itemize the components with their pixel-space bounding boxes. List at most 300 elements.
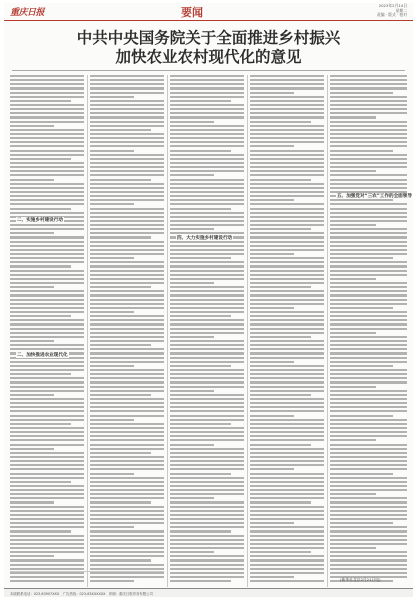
text-line xyxy=(90,456,164,458)
text-line xyxy=(170,468,244,470)
text-line xyxy=(10,319,84,321)
text-line xyxy=(170,344,244,346)
text-line xyxy=(330,460,407,462)
text-line xyxy=(90,286,151,288)
text-line xyxy=(90,543,164,545)
text-line xyxy=(250,510,324,512)
text-line xyxy=(170,100,231,102)
text-line xyxy=(90,125,164,127)
text-line xyxy=(10,261,84,263)
text-line xyxy=(10,232,54,234)
text-line xyxy=(250,373,324,375)
text-line xyxy=(250,402,324,404)
text-line xyxy=(170,427,244,429)
text-line xyxy=(330,145,407,147)
text-line xyxy=(250,116,324,118)
text-line xyxy=(330,319,407,321)
text-line xyxy=(250,340,324,342)
text-line xyxy=(330,79,407,81)
text-line xyxy=(10,559,84,561)
text-line xyxy=(90,497,164,499)
text-line xyxy=(90,535,164,537)
text-line xyxy=(330,415,393,417)
text-line xyxy=(330,104,407,106)
text-line xyxy=(330,559,407,561)
text-line xyxy=(10,203,84,205)
text-line xyxy=(90,381,164,383)
text-line xyxy=(170,477,244,479)
text-line xyxy=(90,357,164,359)
text-line xyxy=(330,348,407,350)
text-line xyxy=(330,125,407,127)
text-line xyxy=(10,278,84,280)
text-line xyxy=(90,290,164,292)
text-line xyxy=(330,137,407,139)
text-line xyxy=(250,448,324,450)
text-line xyxy=(170,460,244,462)
text-line xyxy=(250,572,324,574)
text-line xyxy=(250,464,324,466)
text-line xyxy=(330,299,407,301)
text-line xyxy=(170,274,244,276)
text-line xyxy=(170,431,244,433)
text-line xyxy=(90,257,134,259)
text-line xyxy=(250,352,324,354)
text-line xyxy=(10,448,54,450)
text-line xyxy=(90,439,164,441)
text-line xyxy=(170,514,244,516)
text-line xyxy=(330,236,407,238)
text-line xyxy=(170,145,244,147)
text-line xyxy=(90,228,164,230)
text-line xyxy=(90,166,164,168)
text-line xyxy=(250,518,324,520)
text-line xyxy=(90,336,164,338)
text-line xyxy=(330,203,407,205)
text-line xyxy=(250,261,324,263)
text-line xyxy=(90,530,164,532)
text-line xyxy=(250,125,324,127)
text-line xyxy=(10,290,84,292)
text-line xyxy=(170,220,244,222)
text-line xyxy=(90,477,164,479)
text-line xyxy=(170,79,244,81)
text-line xyxy=(170,257,231,259)
text-line xyxy=(250,274,324,276)
text-line xyxy=(90,154,164,156)
text-line xyxy=(170,203,244,205)
text-line xyxy=(90,559,151,561)
text-line xyxy=(250,270,324,272)
text-line xyxy=(10,141,84,143)
text-line xyxy=(90,261,164,263)
text-line xyxy=(250,410,324,412)
text-line xyxy=(170,448,244,450)
text-line xyxy=(10,166,84,168)
text-line xyxy=(170,564,244,566)
text-line xyxy=(170,112,244,114)
text-line xyxy=(170,150,231,152)
text-line xyxy=(250,92,294,94)
text-line xyxy=(90,183,164,185)
text-line xyxy=(250,427,324,429)
text-line xyxy=(330,506,407,508)
text-line xyxy=(330,365,393,367)
text-line xyxy=(90,435,164,437)
text-line xyxy=(10,381,84,383)
text-line xyxy=(170,191,244,193)
text-line xyxy=(10,336,84,338)
text-line xyxy=(170,406,244,408)
text-line xyxy=(250,551,311,553)
text-line xyxy=(330,290,407,292)
text-line xyxy=(250,415,294,417)
text-line xyxy=(170,535,244,537)
text-line xyxy=(90,179,151,181)
text-line xyxy=(330,452,407,454)
text-line xyxy=(170,75,244,77)
text-line xyxy=(10,510,84,512)
text-line xyxy=(90,92,164,94)
text-line xyxy=(170,96,244,98)
text-line xyxy=(10,100,71,102)
text-line xyxy=(90,307,164,309)
text-line xyxy=(250,83,324,85)
text-line xyxy=(10,294,84,296)
text-line xyxy=(90,444,164,446)
text-line xyxy=(90,419,134,421)
text-line xyxy=(90,340,164,342)
text-line xyxy=(250,473,324,475)
text-line xyxy=(170,439,244,441)
text-line xyxy=(250,390,324,392)
text-line xyxy=(330,294,407,296)
text-line xyxy=(10,493,84,495)
text-line xyxy=(90,323,164,325)
text-line xyxy=(250,224,324,226)
text-line xyxy=(330,390,407,392)
text-line xyxy=(250,191,324,193)
text-line xyxy=(90,83,164,85)
text-line xyxy=(10,468,84,470)
text-line xyxy=(250,501,311,503)
text-line xyxy=(90,274,164,276)
text-line xyxy=(170,154,244,156)
text-line xyxy=(330,406,407,408)
text-line xyxy=(250,406,324,408)
text-line xyxy=(170,212,244,214)
text-line xyxy=(330,448,407,450)
text-line xyxy=(330,431,407,433)
text-line xyxy=(330,551,407,553)
text-line xyxy=(330,253,407,255)
text-line xyxy=(330,166,407,168)
text-line xyxy=(330,121,407,123)
section-subhead: 二、实施乡村建设行动 xyxy=(17,218,63,223)
text-line xyxy=(250,336,311,338)
text-line xyxy=(170,481,244,483)
text-line xyxy=(330,481,407,483)
text-line xyxy=(330,386,376,388)
text-line xyxy=(10,162,84,164)
text-line xyxy=(330,514,407,516)
text-line xyxy=(10,394,54,396)
text-line xyxy=(170,493,244,495)
text-line xyxy=(10,332,84,334)
text-line xyxy=(170,340,244,342)
text-line xyxy=(170,92,244,94)
text-line xyxy=(330,377,407,379)
text-line xyxy=(330,522,393,524)
text-line xyxy=(10,439,84,441)
text-line xyxy=(90,452,151,454)
text-line xyxy=(10,274,84,276)
text-line xyxy=(250,559,324,561)
text-line xyxy=(250,100,324,102)
text-line xyxy=(10,104,84,106)
section-subhead: 五、加强党对“三农”工作的全面领导 xyxy=(337,194,412,199)
text-line xyxy=(10,121,84,123)
text-line xyxy=(90,580,134,582)
text-line xyxy=(170,377,244,379)
text-line xyxy=(330,249,407,251)
text-line xyxy=(250,137,324,139)
text-line xyxy=(330,208,407,210)
text-line xyxy=(330,96,407,98)
text-line xyxy=(170,369,244,371)
text-line xyxy=(330,572,407,574)
text-line xyxy=(250,328,324,330)
text-line xyxy=(90,506,164,508)
text-line xyxy=(90,232,164,234)
text-line xyxy=(330,286,407,288)
text-line xyxy=(90,468,164,470)
text-line xyxy=(170,444,214,446)
text-line xyxy=(330,83,407,85)
text-line xyxy=(90,303,164,305)
text-line xyxy=(90,398,164,400)
text-line xyxy=(250,79,324,81)
text-line xyxy=(170,170,244,172)
text-line xyxy=(90,203,134,205)
text-line xyxy=(170,311,244,313)
article-column-2 xyxy=(90,75,164,587)
text-line xyxy=(330,282,407,284)
text-line xyxy=(10,257,84,259)
text-line xyxy=(250,564,324,566)
text-line xyxy=(90,423,164,425)
text-line xyxy=(10,580,84,582)
text-line xyxy=(250,228,311,230)
text-line xyxy=(250,506,324,508)
text-line xyxy=(170,336,214,338)
text-line xyxy=(170,261,244,263)
text-line xyxy=(330,216,407,218)
footer-info: 本版联系电话：023-63907XXX 广告热线：023-63XXXXXX 印刷：重庆日报印务有限公司 xyxy=(10,591,153,596)
text-line xyxy=(90,352,164,354)
text-line xyxy=(10,477,84,479)
issue-weekday: 星期二 xyxy=(395,7,407,13)
text-line xyxy=(330,257,393,259)
text-line xyxy=(10,526,84,528)
text-line xyxy=(330,410,407,412)
text-line xyxy=(330,468,407,470)
text-line xyxy=(90,137,164,139)
text-line xyxy=(330,357,407,359)
text-line xyxy=(330,547,376,549)
text-line xyxy=(170,576,244,578)
text-line xyxy=(330,439,376,441)
text-line xyxy=(250,299,324,301)
text-line xyxy=(170,526,244,528)
text-line xyxy=(250,203,324,205)
text-line xyxy=(170,282,214,284)
text-line xyxy=(330,526,407,528)
text-line xyxy=(170,228,214,230)
text-line xyxy=(250,423,324,425)
text-line xyxy=(10,423,71,425)
text-line xyxy=(330,535,407,537)
text-line xyxy=(250,576,294,578)
text-line xyxy=(250,543,324,545)
article-signature: (新华社北京2月21日电) xyxy=(340,577,381,582)
text-line xyxy=(90,332,164,334)
column-divider xyxy=(327,75,328,587)
text-line xyxy=(90,116,164,118)
text-line xyxy=(250,112,324,114)
text-line xyxy=(250,162,324,164)
text-line xyxy=(170,125,244,127)
text-line xyxy=(330,220,407,222)
text-line xyxy=(10,344,84,346)
text-line xyxy=(330,477,407,479)
text-line xyxy=(90,510,164,512)
text-line xyxy=(250,133,324,135)
text-line xyxy=(170,485,244,487)
text-line xyxy=(330,555,407,557)
text-line xyxy=(10,361,84,363)
text-line xyxy=(10,150,84,152)
text-line xyxy=(90,402,164,404)
text-line xyxy=(10,83,84,85)
issue-info xyxy=(377,4,407,18)
text-line xyxy=(10,551,84,553)
text-line xyxy=(330,92,393,94)
text-line xyxy=(250,332,324,334)
text-line xyxy=(90,245,164,247)
text-line xyxy=(10,564,84,566)
text-line xyxy=(10,286,54,288)
text-line xyxy=(90,344,151,346)
text-line xyxy=(10,386,84,388)
text-line xyxy=(90,75,164,77)
text-line xyxy=(170,108,244,110)
text-line xyxy=(330,108,407,110)
text-line xyxy=(90,104,164,106)
text-line xyxy=(250,216,324,218)
text-line xyxy=(10,530,71,532)
text-line xyxy=(250,489,324,491)
text-line xyxy=(90,427,164,429)
text-line xyxy=(170,307,244,309)
text-line xyxy=(330,199,393,201)
text-line xyxy=(90,278,164,280)
text-line xyxy=(170,473,231,475)
text-line xyxy=(250,286,311,288)
text-line xyxy=(90,539,164,541)
text-line xyxy=(330,336,407,338)
text-line xyxy=(10,236,84,238)
text-line xyxy=(250,311,324,313)
text-line xyxy=(250,323,324,325)
text-line xyxy=(330,340,407,342)
text-line xyxy=(250,555,324,557)
text-line xyxy=(250,121,311,123)
text-line xyxy=(330,398,407,400)
text-line xyxy=(250,170,324,172)
text-line xyxy=(250,497,324,499)
text-line xyxy=(10,535,84,537)
text-line xyxy=(10,555,54,557)
text-line xyxy=(250,187,324,189)
text-line xyxy=(170,265,244,267)
text-line xyxy=(250,377,324,379)
text-line xyxy=(250,468,294,470)
text-line xyxy=(90,158,164,160)
text-line xyxy=(330,307,393,309)
text-line xyxy=(250,150,324,152)
text-line xyxy=(330,518,407,520)
text-line xyxy=(90,170,164,172)
text-line xyxy=(170,83,244,85)
text-line xyxy=(90,514,164,516)
text-line xyxy=(170,456,244,458)
text-line xyxy=(250,456,324,458)
text-line xyxy=(10,415,84,417)
text-line xyxy=(10,452,84,454)
text-line xyxy=(170,394,244,396)
text-line xyxy=(10,410,84,412)
text-line xyxy=(10,265,71,267)
text-line xyxy=(250,514,324,516)
text-line xyxy=(90,448,164,450)
text-line xyxy=(90,415,164,417)
text-line xyxy=(170,141,244,143)
text-line xyxy=(170,183,244,185)
text-line xyxy=(250,526,324,528)
text-line xyxy=(170,216,244,218)
text-line xyxy=(170,543,244,545)
text-line xyxy=(170,129,244,131)
text-line xyxy=(90,145,164,147)
text-line xyxy=(90,361,164,363)
text-line xyxy=(170,319,244,321)
text-line xyxy=(250,452,324,454)
newspaper-logo: 重庆日报 xyxy=(10,8,45,18)
text-line xyxy=(10,373,71,375)
text-line xyxy=(250,381,324,383)
text-line xyxy=(170,303,244,305)
text-line xyxy=(250,265,324,267)
text-line xyxy=(90,199,164,201)
text-line xyxy=(250,236,324,238)
text-line xyxy=(250,369,324,371)
text-line xyxy=(170,539,244,541)
text-line xyxy=(90,551,164,553)
text-line xyxy=(90,187,164,189)
newspaper-page xyxy=(4,3,413,597)
text-line xyxy=(250,435,324,437)
